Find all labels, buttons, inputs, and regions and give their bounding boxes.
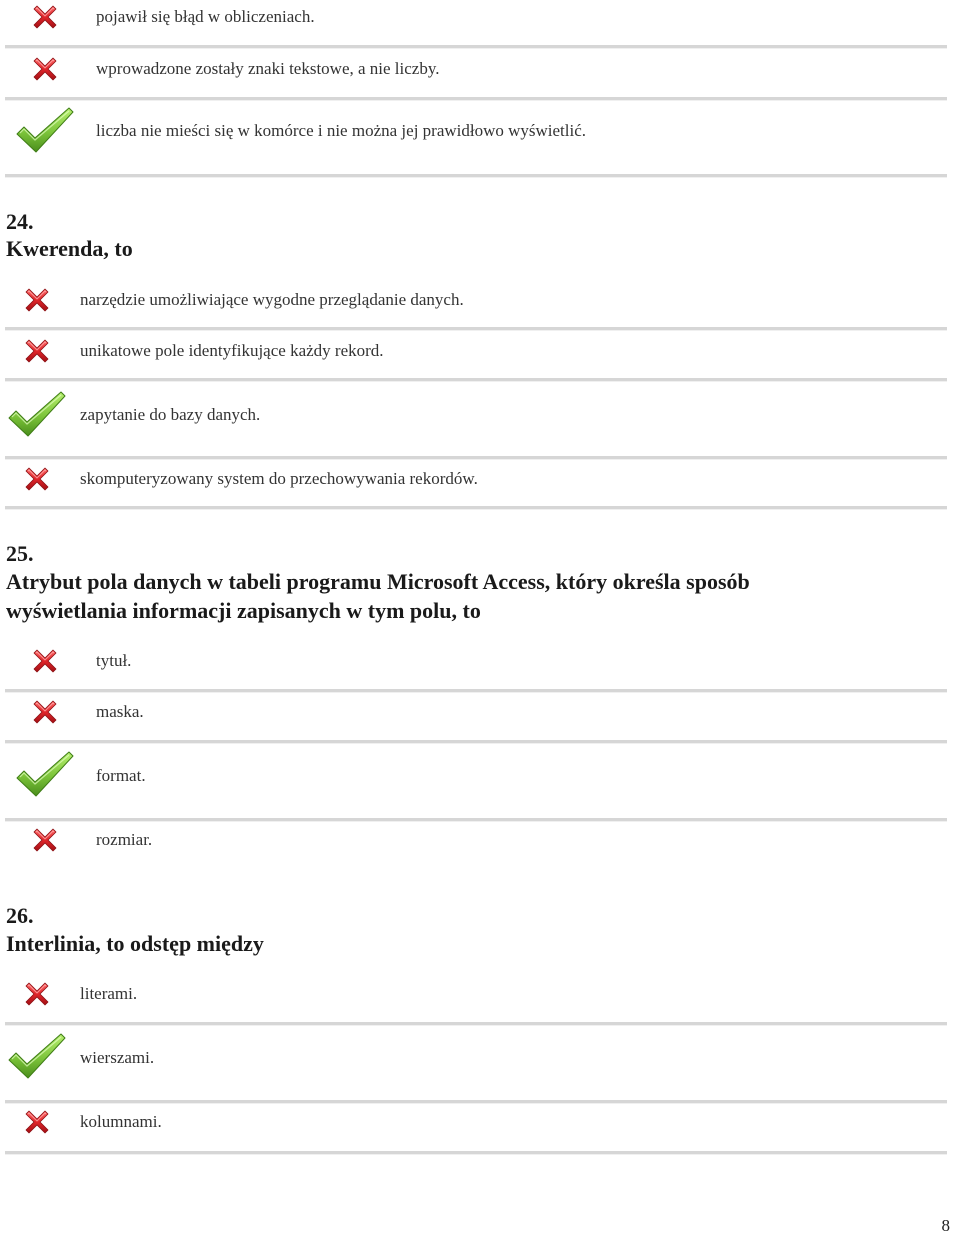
x-mark-icon xyxy=(31,826,59,854)
question-number: 24. xyxy=(6,209,34,234)
option-text: narzędzie umożliwiające wygodne przeglądanie danych. xyxy=(80,290,464,309)
question-text: Interlinia, to odstęp między xyxy=(6,931,264,956)
divider xyxy=(5,45,947,49)
option-text: unikatowe pole identyfikujące każdy rekord. xyxy=(80,341,384,360)
option-text: tytuł. xyxy=(96,651,132,670)
x-mark-icon xyxy=(31,647,59,675)
question-number: 25. xyxy=(6,541,34,566)
x-mark-icon xyxy=(31,3,59,31)
divider xyxy=(5,456,947,460)
option-text: rozmiar. xyxy=(96,830,153,849)
option-text: wierszami. xyxy=(80,1048,155,1067)
option-text: zapytanie do bazy danych. xyxy=(80,405,261,424)
option-text: skomputeryzowany system do przechowywania rekordów. xyxy=(80,469,478,488)
x-mark-icon xyxy=(23,286,51,314)
option-text: format. xyxy=(96,766,146,785)
option-text: literami. xyxy=(80,984,138,1003)
divider xyxy=(5,174,947,178)
option-text: liczba nie mieści się w komórce i nie można jej prawidłowo wyświetlić. xyxy=(96,121,587,140)
check-mark-icon xyxy=(15,106,75,156)
divider xyxy=(5,378,947,382)
question-text: Kwerenda, to xyxy=(6,236,133,261)
question-text-line-2: wyświetlania informacji zapisanych w tym polu, to xyxy=(6,598,481,623)
option-text: wprowadzone zostały znaki tekstowe, a nie liczby. xyxy=(96,59,440,78)
divider xyxy=(5,97,947,101)
option-text: maska. xyxy=(96,702,144,721)
divider xyxy=(5,506,947,510)
option-text: kolumnami. xyxy=(80,1112,162,1131)
divider xyxy=(5,327,947,331)
question-number: 26. xyxy=(6,903,34,928)
check-mark-icon xyxy=(15,750,75,800)
x-mark-icon xyxy=(31,698,59,726)
x-mark-icon xyxy=(31,55,59,83)
question-text-line-1: Atrybut pola danych w tabeli programu Microsoft Access, który określa sposób xyxy=(6,569,750,594)
divider xyxy=(5,1151,947,1155)
divider xyxy=(5,740,947,744)
option-text: pojawił się błąd w obliczeniach. xyxy=(96,7,315,26)
x-mark-icon xyxy=(23,337,51,365)
x-mark-icon xyxy=(23,1108,51,1136)
x-mark-icon xyxy=(23,465,51,493)
divider xyxy=(5,1022,947,1026)
divider xyxy=(5,818,947,822)
divider xyxy=(5,1100,947,1104)
check-mark-icon xyxy=(7,390,67,440)
x-mark-icon xyxy=(23,980,51,1008)
page-number: 8 xyxy=(941,1216,950,1235)
divider xyxy=(5,689,947,693)
check-mark-icon xyxy=(7,1032,67,1082)
